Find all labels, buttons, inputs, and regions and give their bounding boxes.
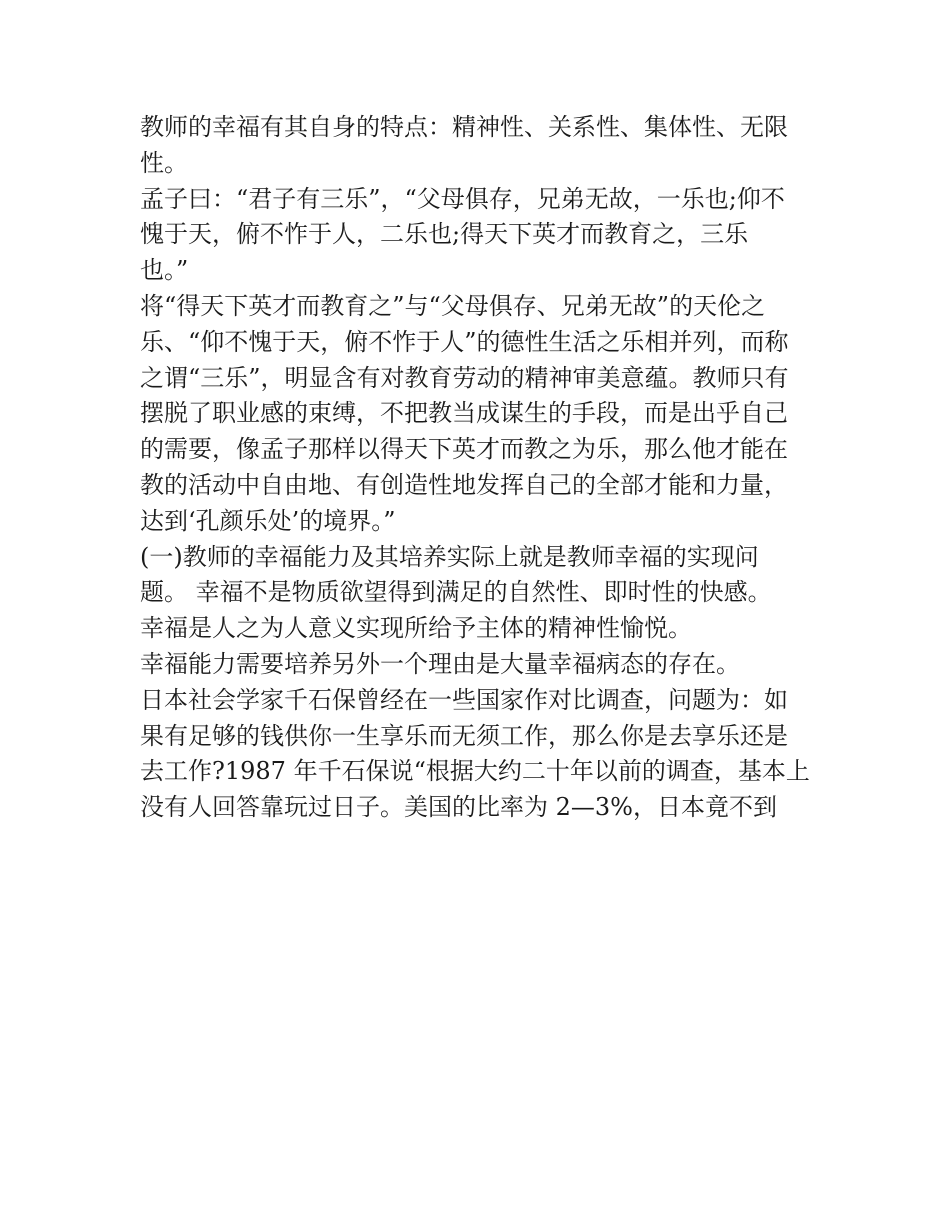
text-line: 去工作?1987 年千石保说“根据大约二十年以前的调查，基本上 [140,757,810,786]
text-line: 没有人回答靠玩过日子。美国的比率为 2—3%，日本竟不到 [140,793,777,822]
paragraph-teacher-happiness-traits [140,110,812,182]
text-line: 题。 幸福不是物质欲望得到满足的自然性、即时性的快感。 [140,578,772,607]
text-line: 之谓“三乐”，明显含有对教育劳动的精神审美意蕴。教师只有 [140,363,789,392]
document-page [140,110,812,826]
text-line: 也。” [140,256,189,285]
text-line: 达到‘孔颜乐处’的境界。” [140,506,396,535]
text-line: 孟子曰：“君子有三乐”，“父母俱存，兄弟无故，一乐也;仰不 [140,184,785,213]
paragraph-happiness-definition [140,611,812,647]
text-line: 果有足够的钱供你一生享乐而无须工作，那么你是去享乐还是 [140,721,788,750]
text-line: 教的活动中自由地、有创造性地发挥自己的全部才能和力量， [140,470,788,499]
text-line: 性。 [140,148,188,177]
paragraph-happiness-pathology [140,647,812,683]
text-line: 乐、“仰不愧于天，俯不怍于人”的德性生活之乐相并列，而称 [140,327,789,356]
text-line: 幸福能力需要培养另外一个理由是大量幸福病态的存在。 [140,649,740,678]
text-line: 教师的幸福有其自身的特点：精神性、关系性、集体性、无限 [140,113,788,141]
paragraph-three-joys [140,289,812,540]
text-line: 幸福是人之为人意义实现所给予主体的精神性愉悦。 [140,614,692,643]
text-line: (一)教师的幸福能力及其培养实际上就是教师幸福的实现问 [140,542,759,571]
paragraph-survey [140,683,812,826]
paragraph-happiness-ability [140,540,812,612]
paragraph-mencius-quote [140,182,812,289]
text-line: 愧于天，俯不怍于人，二乐也;得天下英才而教育之，三乐 [140,220,749,249]
text-line: 日本社会学家千石保曾经在一些国家作对比调查，问题为：如 [140,685,788,714]
text-line: 的需要，像孟子那样以得天下英才而教之为乐，那么他才能在 [140,435,788,464]
text-line: 将“得天下英才而教育之”与“父母俱存、兄弟无故”的天伦之 [140,291,766,320]
text-line: 摆脱了职业感的束缚，不把教当成谋生的手段，而是出乎自己 [140,399,788,428]
